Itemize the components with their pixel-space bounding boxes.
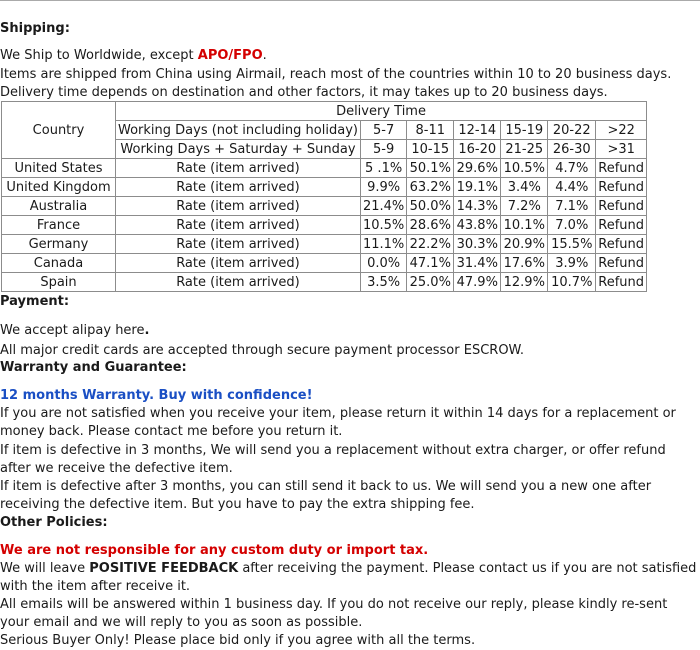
- rate-value-cell: 0.0%: [360, 254, 406, 273]
- policies-para-1: [0, 560, 700, 596]
- shipping-exception-highlight: APO/FPO: [197, 48, 263, 63]
- rate-label-cell: Rate (item arrived): [116, 235, 361, 254]
- bucket-calendar: 10-15: [407, 140, 454, 159]
- rate-label-cell: Rate (item arrived): [116, 178, 361, 197]
- rate-value-cell: 14.3%: [454, 197, 501, 216]
- rate-value-cell: 7.1%: [548, 197, 596, 216]
- rate-value-cell: 12.9%: [501, 273, 548, 292]
- rate-value-cell: 63.2%: [407, 178, 454, 197]
- rate-value-cell: 11.1%: [360, 235, 406, 254]
- rate-value-cell: 19.1%: [454, 178, 501, 197]
- delivery-time-table: [1, 101, 647, 292]
- rate-value-cell: 4.7%: [548, 159, 596, 178]
- country-cell: France: [2, 216, 116, 235]
- country-cell: United Kingdom: [2, 178, 116, 197]
- shipping-line-3: Delivery time depends on destination and other factors, it may takes up to 20 business days.: [0, 85, 608, 100]
- policies-para-3: Serious Buyer Only! Please place bid only if you agree with all the terms.: [0, 633, 476, 648]
- shipping-line-2: Items are shipped from China using Airmail, reach most of the countries within 10 to 20 business days.: [0, 67, 672, 82]
- bucket-calendar: 16-20: [454, 140, 501, 159]
- rate-value-cell: 3.9%: [548, 254, 596, 273]
- rate-value-cell: Refund: [596, 159, 647, 178]
- rate-value-cell: 4.4%: [548, 178, 596, 197]
- policies-heading: Other Policies:: [0, 515, 108, 530]
- bucket-working: 5-7: [360, 121, 406, 140]
- rate-value-cell: 20.9%: [501, 235, 548, 254]
- rate-value-cell: 43.8%: [454, 216, 501, 235]
- table-row: [2, 216, 647, 235]
- bucket-calendar: 26-30: [548, 140, 596, 159]
- table-header-row: [2, 102, 647, 121]
- country-cell: Canada: [2, 254, 116, 273]
- country-cell: Germany: [2, 235, 116, 254]
- rate-value-cell: 10.1%: [501, 216, 548, 235]
- rate-value-cell: 50.1%: [407, 159, 454, 178]
- bucket-working: 8-11: [407, 121, 454, 140]
- rate-value-cell: 25.0%: [407, 273, 454, 292]
- bucket-calendar: >31: [596, 140, 647, 159]
- rate-value-cell: 50.0%: [407, 197, 454, 216]
- bucket-working: 20-22: [548, 121, 596, 140]
- bucket-working: 15-19: [501, 121, 548, 140]
- policies-para-1-text: We will leave: [0, 561, 90, 576]
- rate-value-cell: 31.4%: [454, 254, 501, 273]
- policies-para-2: All emails will be answered within 1 business day. If you do not receive our reply, please kindly re-sent your email and we will reply to you as soon as possible.: [0, 597, 668, 630]
- rate-value-cell: Refund: [596, 178, 647, 197]
- top-divider: [0, 0, 700, 1]
- rate-value-cell: 5 .1%: [360, 159, 406, 178]
- rate-value-cell: 21.4%: [360, 197, 406, 216]
- table-row: [2, 254, 647, 273]
- bucket-working: >22: [596, 121, 647, 140]
- rate-value-cell: Refund: [596, 216, 647, 235]
- warranty-highlight: 12 months Warranty. Buy with confidence!: [0, 388, 313, 403]
- warranty-para-1: If you are not satisfied when you receive your item, please return it within 14 days for a replacement or money back. Please contact me before you return it.: [0, 406, 676, 439]
- table-row: [2, 273, 647, 292]
- rate-value-cell: 3.4%: [501, 178, 548, 197]
- payment-line-1: [0, 322, 149, 340]
- rate-value-cell: Refund: [596, 254, 647, 273]
- shipping-heading: Shipping:: [0, 21, 70, 36]
- shipping-line-1: [0, 47, 267, 65]
- bucket-calendar: 21-25: [501, 140, 548, 159]
- rate-value-cell: 7.2%: [501, 197, 548, 216]
- rate-value-cell: 28.6%: [407, 216, 454, 235]
- rate-value-cell: 10.7%: [548, 273, 596, 292]
- payment-heading: Payment:: [0, 294, 70, 309]
- rate-value-cell: 3.5%: [360, 273, 406, 292]
- rate-value-cell: 10.5%: [501, 159, 548, 178]
- warranty-para-3: If item is defective after 3 months, you can still send it back to us. We will send you a new one after receiving the defective item. But you have to pay the extra shipping fee.: [0, 479, 652, 512]
- rate-value-cell: 47.1%: [407, 254, 454, 273]
- rate-label-cell: Rate (item arrived): [116, 273, 361, 292]
- table-row: [2, 178, 647, 197]
- bucket-working: 12-14: [454, 121, 501, 140]
- country-rows: [2, 159, 647, 292]
- working-days-label: Working Days (not including holiday): [116, 121, 361, 140]
- warranty-para-2: If item is defective in 3 months, We will send you a replacement without extra charger, or offer refund after we receive the defective item.: [0, 443, 666, 476]
- table-row: [2, 235, 647, 254]
- delivery-time-header: Delivery Time: [116, 102, 647, 121]
- warranty-heading: Warranty and Guarantee:: [0, 360, 187, 375]
- payment-line-1-end: .: [144, 323, 150, 338]
- delivery-table-wrapper: [0, 101, 647, 292]
- rate-label-cell: Rate (item arrived): [116, 216, 361, 235]
- shipping-line-1-text: We Ship to Worldwide, except: [0, 48, 198, 63]
- rate-value-cell: 47.9%: [454, 273, 501, 292]
- rate-value-cell: 7.0%: [548, 216, 596, 235]
- country-cell: United States: [2, 159, 116, 178]
- policies-highlight: We are not responsible for any custom duty or import tax.: [0, 543, 429, 558]
- rate-value-cell: Refund: [596, 235, 647, 254]
- rate-value-cell: Refund: [596, 197, 647, 216]
- rate-value-cell: 10.5%: [360, 216, 406, 235]
- rate-label-cell: Rate (item arrived): [116, 254, 361, 273]
- rate-value-cell: 29.6%: [454, 159, 501, 178]
- policies-para-1-rest: after receiving the payment. Please contact us if you are not satisfied with the item after receive it.: [0, 561, 697, 594]
- table-row: [2, 159, 647, 178]
- rate-value-cell: Refund: [596, 273, 647, 292]
- shipping-line-1-end: .: [262, 48, 267, 63]
- payment-line-2: All major credit cards are accepted through secure payment processor ESCROW.: [0, 343, 525, 358]
- rate-value-cell: 15.5%: [548, 235, 596, 254]
- rate-value-cell: 9.9%: [360, 178, 406, 197]
- working-days-sat-label: Working Days + Saturday + Sunday: [116, 140, 361, 159]
- country-cell: Spain: [2, 273, 116, 292]
- rate-label-cell: Rate (item arrived): [116, 197, 361, 216]
- country-header: Country: [2, 102, 116, 159]
- positive-feedback-emphasis: POSITIVE FEEDBACK: [89, 561, 239, 576]
- rate-value-cell: 22.2%: [407, 235, 454, 254]
- rate-label-cell: Rate (item arrived): [116, 159, 361, 178]
- rate-value-cell: 17.6%: [501, 254, 548, 273]
- rate-value-cell: 30.3%: [454, 235, 501, 254]
- bucket-calendar: 5-9: [360, 140, 406, 159]
- country-cell: Australia: [2, 197, 116, 216]
- payment-line-1-text: We accept alipay here: [0, 323, 145, 338]
- table-row: [2, 197, 647, 216]
